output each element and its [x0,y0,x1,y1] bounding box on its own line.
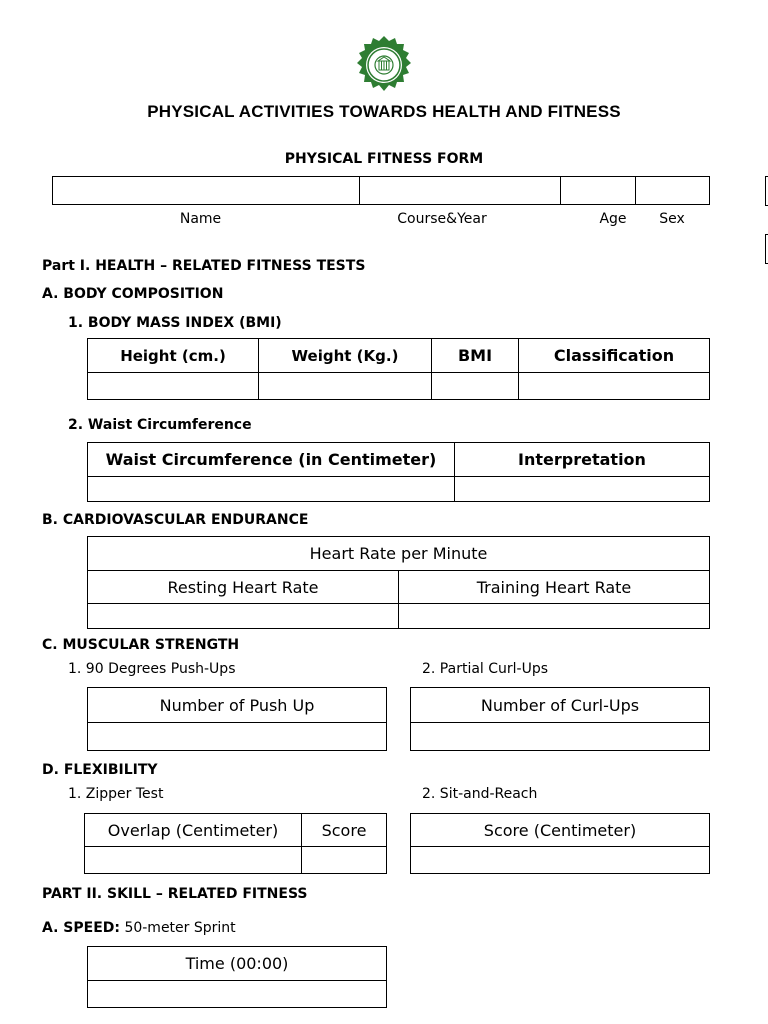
classification-input-cell[interactable] [519,373,710,400]
zipper-test-table [84,813,387,874]
part2-title: PART II. SKILL – RELATED FITNESS [42,886,308,902]
waist-table [87,442,710,502]
time-input-cell[interactable] [88,981,387,1008]
cardio-title: B. CARDIOVASCULAR ENDURANCE [42,512,309,528]
cardio-table [87,536,710,629]
resting-heart-rate-input[interactable] [88,604,399,629]
bmi-header-height: Height (cm.) [88,339,259,373]
form-title: PHYSICAL FITNESS FORM [284,151,484,167]
overlap-input-cell[interactable] [85,847,302,874]
speed-table [87,946,387,1008]
waist-input-cell[interactable] [88,477,455,502]
bmi-header-weight: Weight (Kg.) [259,339,432,373]
muscular-title: C. MUSCULAR STRENGTH [42,637,240,653]
curlups-input-cell[interactable] [411,723,710,751]
overlap-header: Overlap (Centimeter) [85,814,302,847]
student-info-table [52,176,710,205]
bmi-header-classification: Classification [519,339,710,373]
age-label: Age [599,211,627,227]
weight-input-cell[interactable] [259,373,432,400]
pushups-table [87,687,387,751]
speed-test-name: 50-meter Sprint [124,920,236,936]
sit-and-reach-header: Score (Centimeter) [411,814,710,847]
name-label: Name [179,211,222,227]
waist-header-interpretation: Interpretation [455,443,710,477]
heart-rate-header: Heart Rate per Minute [88,537,710,571]
school-seal-logo [346,36,422,94]
waist-header-circumference: Waist Circumference (in Centimeter) [88,443,455,477]
course-year-field[interactable] [360,177,561,205]
zipper-score-header: Score [302,814,387,847]
speed-label: A. SPEED: [42,920,120,936]
body-composition-title: A. BODY COMPOSITION [42,286,224,302]
flexibility-title: D. FLEXIBILITY [42,762,158,778]
part1-title: Part I. HEALTH – RELATED FITNESS TESTS [42,258,366,274]
height-input-cell[interactable] [88,373,259,400]
speed-line [42,920,236,936]
pushups-label: 1. 90 Degrees Push-Ups [68,661,236,677]
resting-heart-rate-header: Resting Heart Rate [88,571,399,604]
waist-title: 2. Waist Circumference [68,417,252,433]
training-heart-rate-input[interactable] [399,604,710,629]
time-header: Time (00:00) [88,947,387,981]
sit-and-reach-table [410,813,710,874]
curlups-label: 2. Partial Curl-Ups [422,661,549,677]
pushups-input-cell[interactable] [88,723,387,751]
interpretation-input-cell[interactable] [455,477,710,502]
bmi-title: 1. BODY MASS INDEX (BMI) [68,315,282,331]
sex-label: Sex [659,211,685,227]
course-year-label: Course&Year [397,211,487,227]
zipper-score-input-cell[interactable] [302,847,387,874]
bmi-table [87,338,710,400]
bmi-header-bmi: BMI [432,339,519,373]
training-heart-rate-header: Training Heart Rate [399,571,710,604]
bmi-input-cell[interactable] [432,373,519,400]
sex-field[interactable] [636,177,710,205]
curlups-header: Number of Curl-Ups [411,688,710,723]
document-title: PHYSICAL ACTIVITIES TOWARDS HEALTH AND FITNESS [147,102,621,121]
name-field[interactable] [53,177,360,205]
zipper-test-label: 1. Zipper Test [68,786,164,802]
age-field[interactable] [561,177,636,205]
sit-and-reach-input-cell[interactable] [411,847,710,874]
curlups-table [410,687,710,751]
sit-and-reach-label: 2. Sit-and-Reach [422,786,538,802]
pushups-header: Number of Push Up [88,688,387,723]
